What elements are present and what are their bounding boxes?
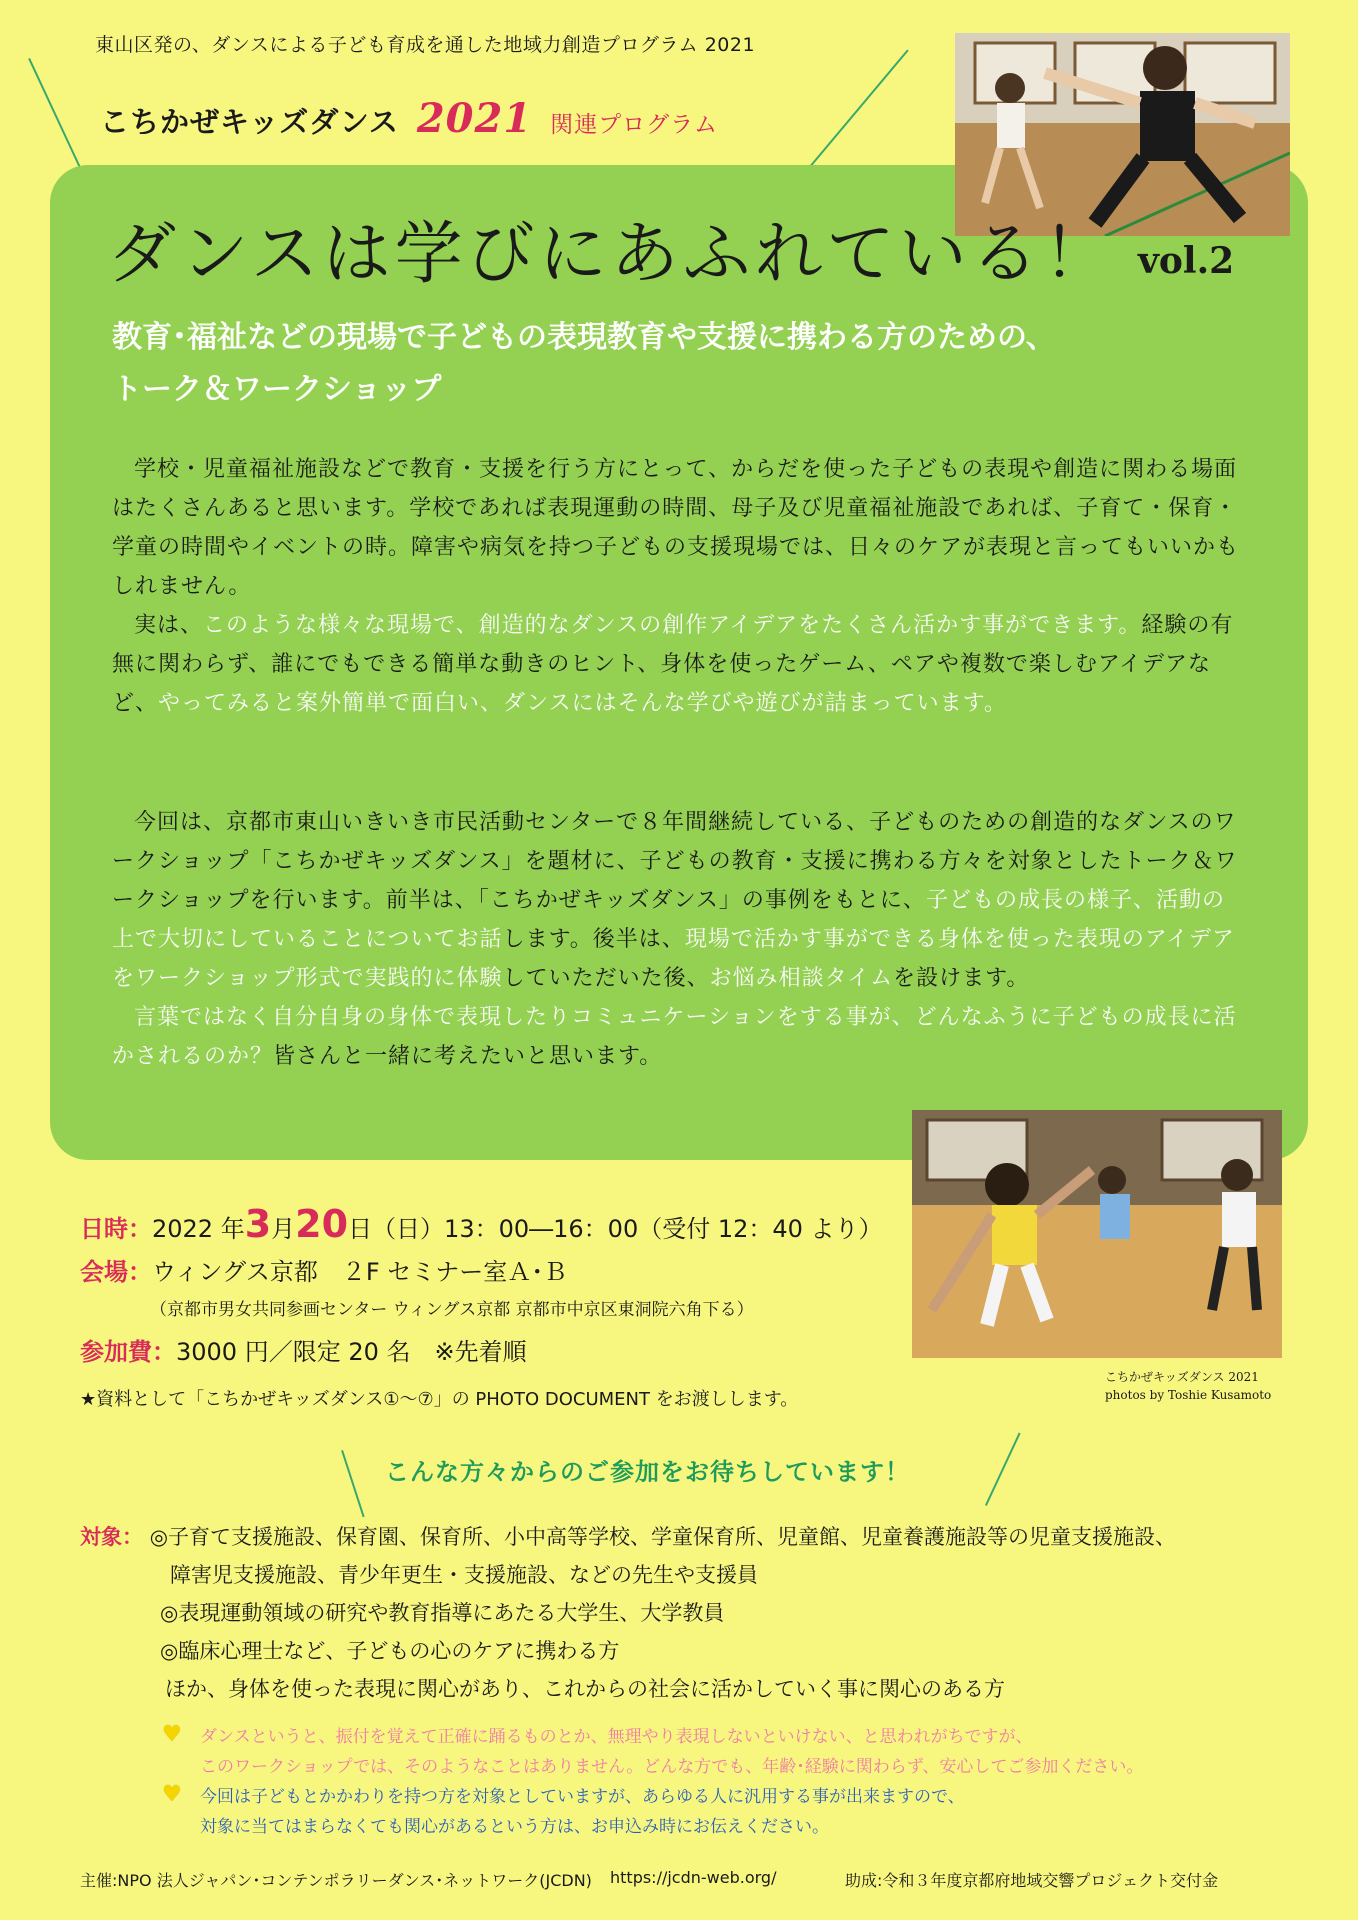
text-span: します。後半は、	[502, 927, 685, 952]
note-block	[200, 1782, 965, 1842]
organizer: 主催:NPO 法人ジャパン･コンテンポラリーダンス･ネットワーク(JCDN)	[80, 1871, 592, 1890]
note-block	[200, 1722, 1143, 1782]
fee-value: 3000 円／限定 20 名 ※先着順	[176, 1338, 527, 1366]
decor-line	[985, 1432, 1021, 1505]
photo-caption	[1105, 1368, 1271, 1404]
target-item	[80, 1518, 1176, 1556]
brand-heading	[100, 95, 718, 142]
date-rest: 日（日）13：00―16：00（受付 12：40 より）	[348, 1215, 883, 1243]
date-label: 日時：	[80, 1215, 152, 1243]
dance-photo-bottom	[912, 1110, 1282, 1358]
paragraph: 学校・児童福祉施設などで教育・支援を行う方にとって、からだを使った子どもの表現や創造に関わる場面はたくさんあると思います。学校であれば表現運動の時間、母子及び児童福祉施設であれば、子育て・保育・学童の時間やイベントの時。障害や病気を持つ子どもの支援現場では、日々のケアが表現と言ってもいいかもしれません。	[112, 457, 1240, 599]
date-month-unit: 月	[271, 1215, 296, 1243]
heart-icon: ♥	[162, 1722, 182, 1747]
volume-label: vol.2	[1138, 240, 1235, 282]
organizer-url[interactable]: https://jcdn-web.org/	[610, 1868, 777, 1887]
target-item: ◎臨床心理士など、子どもの心のケアに携わる方	[160, 1639, 620, 1663]
brand-year: 2021	[416, 95, 533, 142]
date-year: 2022 年	[152, 1215, 245, 1243]
detail-paragraphs	[112, 803, 1242, 1076]
caption-line: photos by Toshie Kusamoto	[1105, 1388, 1272, 1402]
text-span: 皆さんと一緒に考えたいと思います。	[273, 1044, 663, 1069]
paragraph	[112, 606, 1242, 723]
lead-text	[112, 312, 1272, 416]
note-line: ダンスというと、振付を覚えて正確に踊るものとか、無理やり表現しないといけない、と思われがちですが、	[200, 1727, 1033, 1747]
fee-row	[80, 1332, 527, 1367]
date-row	[80, 1202, 883, 1246]
target-label: 対象：	[80, 1525, 143, 1549]
caption-line: こちかぜキッズダンス 2021	[1105, 1370, 1259, 1384]
date-month: 3	[244, 1202, 272, 1246]
highlight-span: 子どもの成長の様子、活動の上で大切にしていることについてお話	[112, 888, 1225, 952]
target-section	[80, 1518, 1176, 1708]
venue-label: 会場：	[80, 1258, 152, 1286]
note-line: 今回は子どもとかかわりを持つ方を対象としていますが、あらゆる人に汎用する事が出来ますので、	[200, 1787, 965, 1807]
program-subtitle: 東山区発の、ダンスによる子ども育成を通した地域力創造プログラム 2021	[95, 34, 756, 56]
highlight-span: 言葉ではなく自分自身の身体で表現したりコミュニケーションをする事が、どんなふうに子どもの成長に活かされるのか？	[112, 1005, 1237, 1069]
date-day: 20	[295, 1202, 349, 1246]
heart-icon: ♥	[162, 1782, 182, 1807]
paragraph	[112, 998, 1242, 1076]
target-item: 障害児支援施設、青少年更生・支援施設、などの先生や支援員	[170, 1563, 758, 1587]
decor-line	[341, 1450, 365, 1517]
text-span: していただいた後、	[502, 966, 710, 991]
intro-paragraphs	[112, 450, 1242, 723]
target-text: ◎子育て支援施設、保育園、保育所、小中高等学校、学童保育所、児童館、児童養護施設等の児童支援施設、	[149, 1525, 1177, 1549]
venue-name: ウィングス京都 ２F セミナー室Ａ･Ｂ	[152, 1258, 568, 1286]
target-item: ◎表現運動領域の研究や教育指導にあたる大学生、大学教員	[160, 1601, 725, 1625]
text-span: 経験の有無に関わらず、誰にでもできる簡単な動きのヒント、身体を使ったゲーム、ペアや複数で楽しむアイデアなど、	[112, 613, 1234, 716]
highlight-span: このような様々な現場で、創造的なダンスの創作アイデアをたくさん活かす事ができます。	[203, 613, 1142, 638]
venue-detail: （京都市男女共同参画センター ウィングス京都 京都市中京区東洞院六角下る）	[150, 1300, 754, 1320]
highlight-span: お悩み相談タイム	[709, 966, 894, 991]
paragraph	[112, 803, 1242, 998]
note-line: このワークショップでは、そのようなことはありません。どんな方でも、年齢･経験に関わらず、安心してご参加ください。	[200, 1757, 1144, 1777]
grant-info: 助成:令和３年度京都府地域交響プロジェクト交付金	[845, 1871, 1219, 1890]
invitation-message: こんな方々からのご参加をお待ちしています！	[385, 1458, 910, 1486]
page-title: ダンスは学びにあふれている！	[108, 215, 1115, 294]
text-span: 今回は、京都市東山いきいき市民活動センターで８年間継続している、子どものための創造的なダンスのワークショップ「こちかぜキッズダンス」を題材に、子どもの教育・支援に携わる方々を対象としたトーク＆ワークショップを行います。前半は、「こちかぜキッズダンス」の事例をもとに、	[112, 810, 1238, 913]
text-span: を設けます。	[893, 966, 1030, 991]
note-line: 対象に当てはまらなくても関心があるという方は、お申込み時にお伝えください。	[200, 1817, 829, 1837]
related-program-label: 関連プログラム	[550, 112, 718, 138]
lead-line: 教育･福祉などの現場で子どもの表現教育や支援に携わる方のための、	[112, 320, 1056, 355]
venue-row	[80, 1252, 567, 1287]
target-item: ほか、身体を使った表現に関心があり、これからの社会に活かしていく事に関心のある方	[165, 1677, 1005, 1701]
fee-label: 参加費：	[80, 1338, 176, 1366]
highlight-span: 現場で活かす事ができる身体を使った表現のアイデアをワークショップ形式で実践的に体験	[112, 927, 1235, 991]
highlight-span: やってみると案外簡単で面白い、ダンスにはそんな学びや遊びが詰まっています。	[158, 691, 1007, 716]
photo-document-note: ★資料として「こちかぜキッズダンス①～⑦」の PHOTO DOCUMENT をお渡しします。	[80, 1389, 799, 1410]
brand-name: こちかぜキッズダンス	[100, 105, 399, 139]
lead-line: トーク＆ワークショップ	[112, 372, 442, 407]
text-span: 実は、	[134, 613, 204, 638]
